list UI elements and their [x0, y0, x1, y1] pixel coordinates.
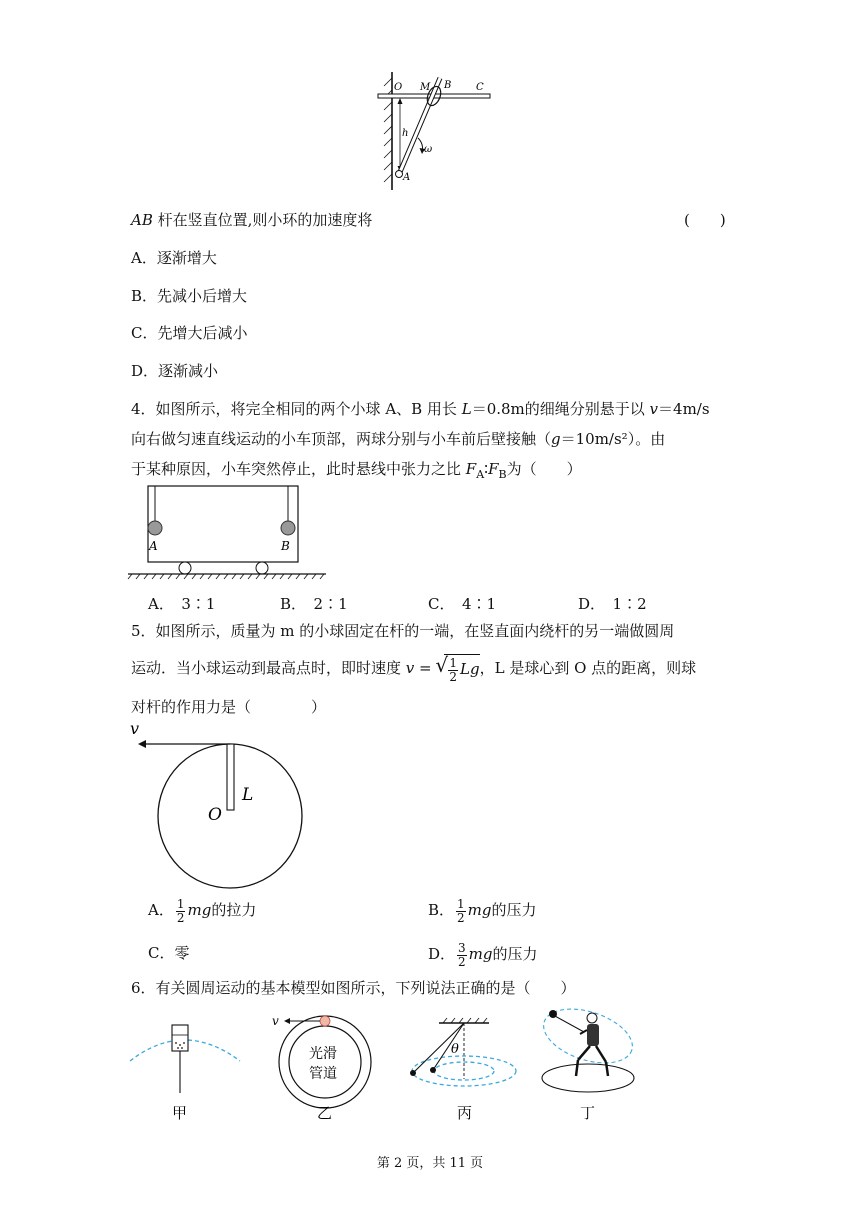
- theta-label: θ: [451, 1042, 459, 1057]
- q6-stem: 6．有关圆周运动的基本模型如图所示，下列说法正确的是（ ）: [131, 979, 576, 997]
- length-label: L: [242, 785, 254, 805]
- q3-option-a: A．逐渐增大: [131, 249, 217, 267]
- velocity-label: v: [130, 719, 140, 738]
- tube-label-smooth: 光滑: [309, 1046, 337, 1062]
- q5-option-b: B． $\frac{1}{2}$ mg的压力: [428, 896, 537, 925]
- circle-rod-diagram: [128, 718, 308, 878]
- q4-option-c: C． 4∶1: [428, 595, 497, 613]
- label-O: O: [394, 82, 403, 93]
- ball-b-label: B: [281, 539, 290, 553]
- thrower-head: [587, 1013, 597, 1023]
- sqrt-expression: √ $\frac{1}{2}$ Lg: [435, 653, 480, 684]
- q5-line2: 运动．当小球运动到最高点时，即时速度 v = √ $\frac{1}{2}$ Lg，L 是球心到 O 点的距离，则球: [131, 653, 697, 684]
- q4-option-b: B． 2∶1: [280, 595, 348, 613]
- label-A: A: [403, 172, 411, 183]
- q4-line2: 向右做匀速直线运动的小车顶部，两球分别与小车前后壁接触（g＝10m/s²）。由: [131, 430, 666, 448]
- tube-velocity-label: v: [272, 1014, 279, 1028]
- center-label: O: [208, 805, 222, 825]
- tube-ball: [320, 1016, 330, 1026]
- q4-option-d: D． 1∶2: [578, 595, 647, 613]
- q3-option-b: B．先减小后增大: [131, 287, 248, 305]
- tube-label-pipe: 管道: [309, 1066, 337, 1082]
- q3-answer-paren: ( ): [684, 211, 726, 229]
- label-B: B: [444, 80, 452, 91]
- caption-yi: 乙: [317, 1104, 333, 1122]
- q5-option-c: C．零: [148, 944, 190, 962]
- q5-option-a: A． $\frac{1}{2}$ mg的拉力: [148, 896, 257, 925]
- label-M: M: [420, 82, 431, 93]
- ball-a-label: A: [149, 539, 158, 553]
- figure-jia: [128, 1015, 243, 1125]
- ball-a: [148, 521, 162, 535]
- q5-line3: 对杆的作用力是（ ）: [131, 698, 327, 716]
- page-footer: 第 2 页，共 11 页: [376, 1156, 484, 1171]
- q3-option-c: C．先增大后减小: [131, 324, 248, 342]
- figure-bing: [405, 1015, 525, 1125]
- q3-option-d: D．逐渐减小: [131, 362, 219, 380]
- caption-bing: 丙: [457, 1104, 473, 1122]
- q5-line1: 5．如图所示，质量为 m 的小球固定在杆的一端，在竖直面内绕杆的另一端做圆周: [131, 622, 675, 640]
- figure-ding: [540, 1004, 640, 1124]
- q3-stem: AB 杆在竖直位置,则小环的加速度将: [131, 211, 373, 229]
- q4-option-a: A． 3∶1: [148, 595, 216, 613]
- q5-option-d: D． $\frac{3}{2}$ mg的压力: [428, 940, 538, 969]
- cart-diagram: [128, 482, 328, 582]
- label-omega: ω: [424, 144, 433, 155]
- label-C: C: [476, 82, 484, 93]
- caption-ding: 丁: [580, 1104, 596, 1122]
- figure-yi: [270, 1010, 390, 1125]
- q4-line1: 4．如图所示，将完全相同的两个小球 A、B 用长 L＝0.8m的细绳分别悬于以 v＝4m/s: [131, 400, 710, 418]
- label-h: h: [402, 128, 409, 139]
- caption-jia: 甲: [172, 1104, 188, 1122]
- rod-ring-diagram: [370, 68, 500, 198]
- ball-b: [281, 521, 295, 535]
- q4-line3: 于某种原因，小车突然停止，此时悬线中张力之比 $F_A∶F_B$为（ ）: [131, 460, 582, 481]
